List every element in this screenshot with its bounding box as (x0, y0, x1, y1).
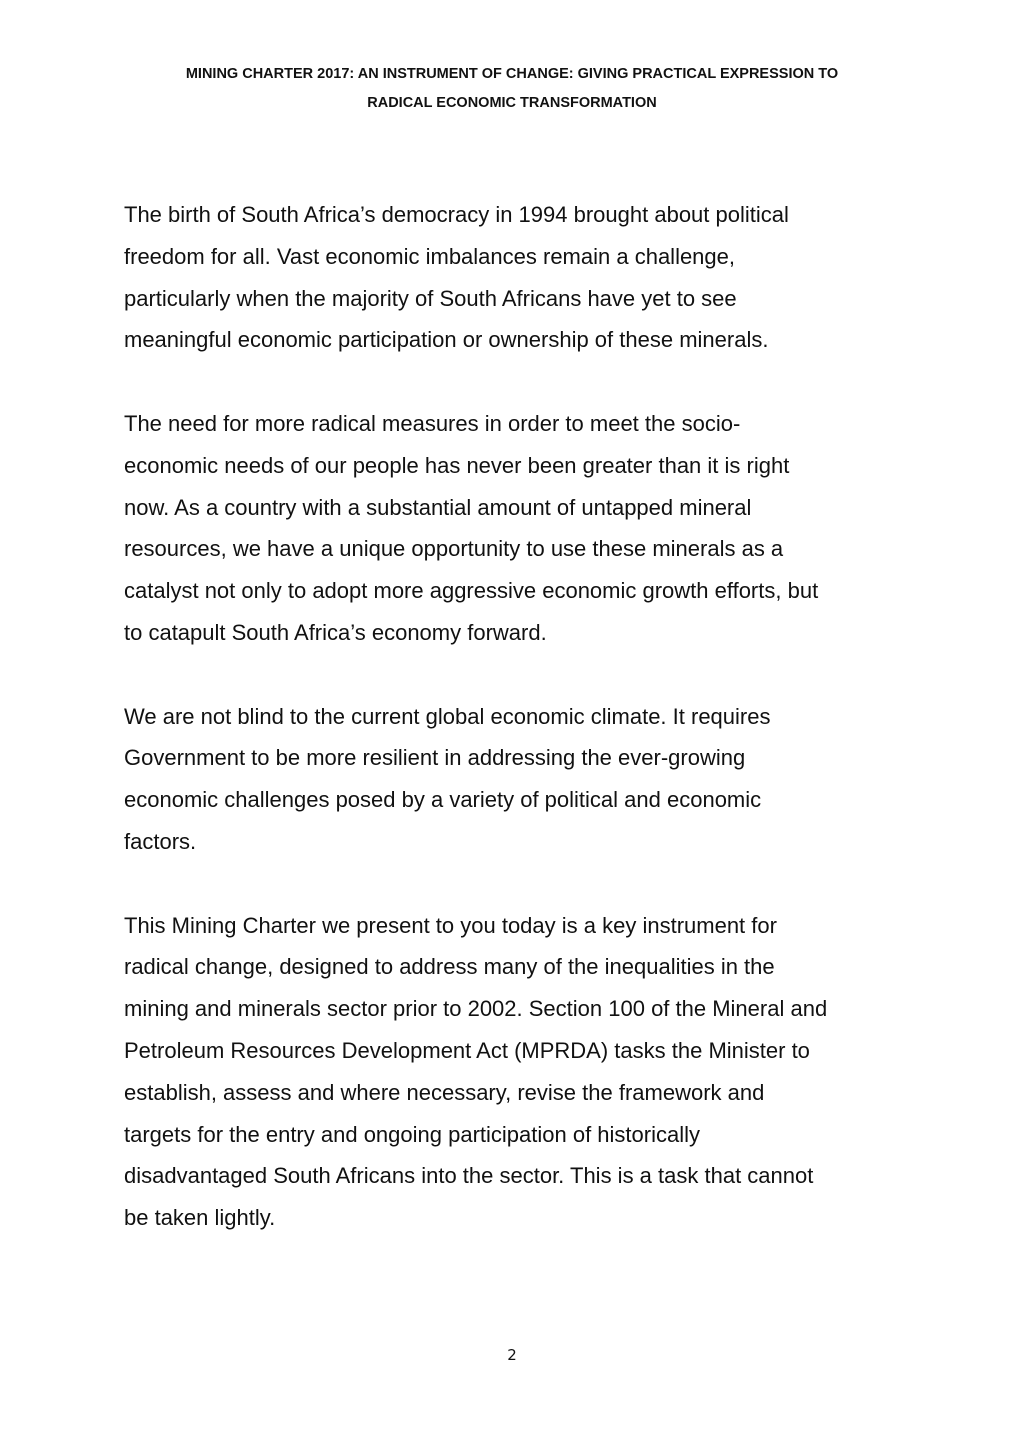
paragraph-line: economic challenges posed by a variety of political and economic (124, 787, 762, 813)
paragraph-4 (124, 905, 914, 1239)
paragraph-line: be taken lightly. (124, 1205, 276, 1231)
paragraph-1 (124, 194, 914, 361)
paragraph-line: freedom for all. Vast economic imbalances remain a challenge, (124, 243, 736, 269)
document-body (124, 194, 914, 1281)
paragraph-line: The birth of South Africa’s democracy in 1994 brought about political (124, 202, 789, 227)
paragraph-line: The need for more radical measures in order to meet the socio- (124, 410, 741, 436)
paragraph-line: particularly when the majority of South Africans have yet to see (124, 285, 737, 311)
paragraph-2 (124, 403, 914, 654)
paragraph-line: catalyst not only to adopt more aggressive economic growth efforts, but (124, 578, 819, 604)
document-header (100, 60, 924, 118)
paragraph-line: disadvantaged South Africans into the sector. This is a task that cannot (124, 1163, 814, 1189)
paragraph-line: mining and minerals sector prior to 2002. Section 100 of the Mineral and (124, 996, 828, 1022)
paragraph-line: meaningful economic participation or ownership of these minerals. (124, 327, 769, 353)
paragraph-line: factors. (124, 828, 197, 854)
paragraph-line: resources, we have a unique opportunity to use these minerals as a (124, 536, 784, 562)
paragraph-line: radical change, designed to address many of the inequalities in the (124, 954, 775, 980)
header-title-line-2: RADICAL ECONOMIC TRANSFORMATION (367, 95, 657, 111)
paragraph-line: targets for the entry and ongoing participation of historically (124, 1121, 700, 1147)
paragraph-line: economic needs of our people has never been greater than it is right (124, 452, 790, 478)
paragraph-line: This Mining Charter we present to you today is a key instrument for (124, 912, 777, 938)
page-number: 2 (507, 1346, 517, 1364)
header-title-line-1: MINING CHARTER 2017: AN INSTRUMENT OF CHANGE: GIVING PRACTICAL EXPRESSION TO (185, 66, 839, 82)
paragraph-3 (124, 696, 914, 863)
paragraph-line: Government to be more resilient in addressing the ever-growing (124, 745, 746, 771)
paragraph-line: We are not blind to the current global economic climate. It requires (124, 703, 771, 729)
paragraph-line: to catapult South Africa’s economy forward. (124, 619, 547, 645)
paragraph-line: establish, assess and where necessary, revise the framework and (124, 1079, 765, 1105)
paragraph-line: Petroleum Resources Development Act (MPRDA) tasks the Minister to (124, 1037, 810, 1063)
paragraph-line: now. As a country with a substantial amount of untapped mineral (124, 494, 752, 520)
